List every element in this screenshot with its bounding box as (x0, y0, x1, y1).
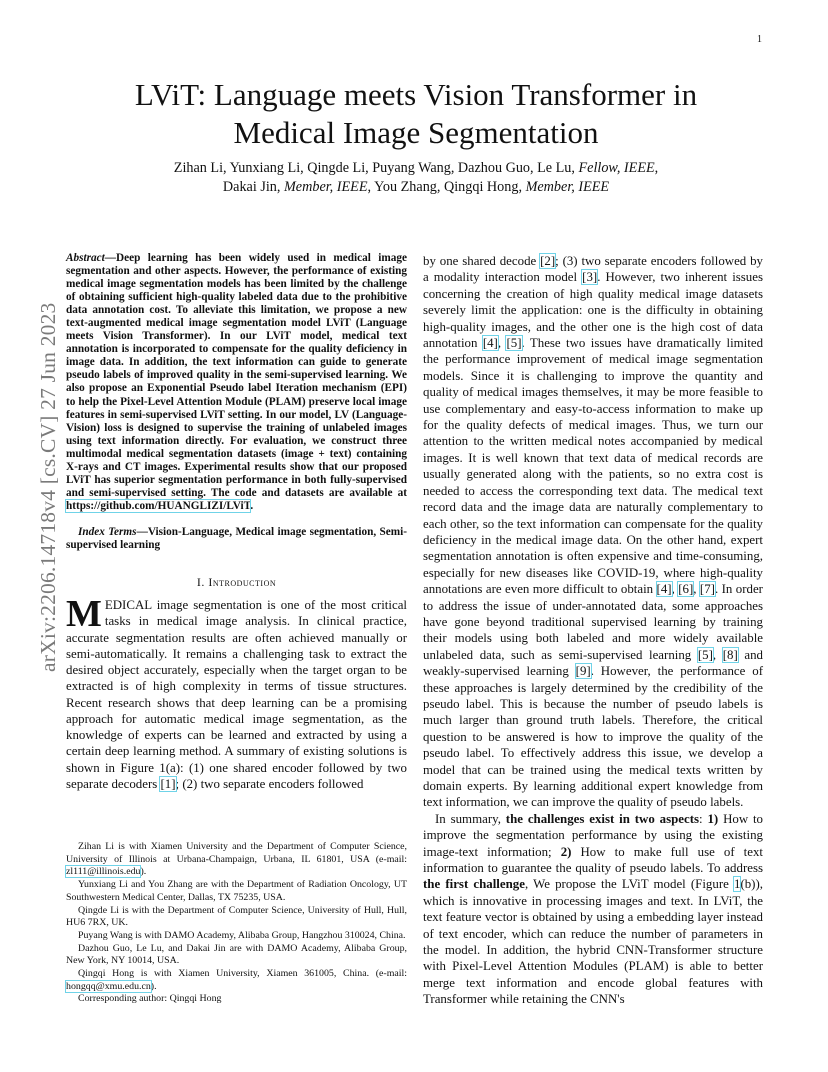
title-line-2: Medical Image Segmentation (233, 115, 599, 150)
footnote (66, 905, 407, 930)
citation-link[interactable]: [5] (506, 336, 522, 351)
citation-link[interactable]: [3] (582, 270, 598, 285)
footnote-text: Zihan Li is with Xiamen University and the Department of Computer Science, University of Illinois at Urbana-Champaign, Urbana, IL 61801, USA (e-mail: (66, 841, 407, 865)
body-text: : (699, 811, 708, 826)
footnote-text: ). (150, 980, 157, 992)
footnote (66, 993, 407, 1006)
body-text: . However, the performance of these approaches is largely determined by the credibility of the pseudo label. This is because the number of pseudo labels is much larger than ground truth labels. Therefore, the critical question to be answered is how to improve the quality of the pseudo label. To effectively address this issue, we develop a model that can be trained using the medical texts written by domain experts. By learning additional expert knowledge from text information, we can improve the quality of pseudo labels. (423, 664, 763, 810)
intro-text: EDICAL image segmentation is one of the most critical tasks in medical image analysis. In clinical practice, accurate segmentation results are often achieved manually or semi-automatically. It remains a challenging task to extract the desired object accurately, especially when the target organ to be extracted is of high complexity in terms of tissue structures. Recent research shows that deep learning can be a promising approach for automatic medical image segmentation, as the knowledge of experts can be learned and extracted by using a certain deep learning method. A summary of existing solutions is shown in Figure 1(a): (1) one shared encoder followed by two separate decoders (66, 598, 407, 791)
body-text: ; (3) two separate encoders followed by a modality interaction model (423, 254, 763, 285)
emphasis: 2) (560, 844, 572, 859)
author-list (66, 159, 766, 197)
emphasis: 1) (707, 811, 719, 826)
body-text: How to make full use of text information to guarantee the quality of pseudo labels. To address (423, 844, 763, 876)
footnote-text: ). (140, 866, 147, 878)
body-text: How to improve the segmentation performance by using the existing image-text information; (423, 811, 764, 859)
footnote (66, 968, 407, 993)
body-text: , (693, 582, 700, 597)
intro-paragraph (66, 593, 407, 792)
body-text: by one shared decode (423, 254, 541, 268)
figure-link[interactable]: 1 (733, 877, 741, 892)
footnote-text: Dazhou Guo, Le Lu, and Dakai Jin are with DAMO Academy, Alibaba Group, New York, NY 10014, USA. (66, 942, 407, 967)
footnote-text: Qingqi Hong is with Xiamen University, Xiamen 361005, China. (e-mail: (78, 968, 407, 980)
citation-link[interactable]: [8] (722, 647, 738, 662)
emphasis: the first challenge (423, 877, 525, 892)
citation-link[interactable]: [6] (678, 582, 694, 597)
footnote-text: Yunxiang Li and You Zhang are with the Department of Radiation Oncology, UT Southwestern Medical Center, Dallas, TX 75235, USA. (66, 879, 407, 903)
abstract (66, 252, 407, 513)
body-text: and weakly-supervised learning (423, 647, 763, 679)
footnotes (66, 841, 407, 1006)
body-text: (b)), which is innovative in processing images and text. In LViT, the text feature vector is obtained by using a embedding layer instead of text encoder, which can reduce the number of parameters in the model. In addition, the hybrid CNN-Transformer structure with Pixel-Level Attention Modules (PLAM) is able to better merge text information and encode global features with Transformer while retaining the CNN's (423, 877, 763, 1007)
footnote (66, 943, 407, 968)
body-text: . However, two inherent issues concerning the creation of high quality medical image datasets severely limit the application: one is the difficulty in obtaining high-quality images, and the other one is the high cost of data annotation (423, 270, 763, 351)
body-paragraph (423, 253, 763, 811)
page-number: 1 (757, 34, 762, 45)
body-text: . These two issues have dramatically limited the performance improvement of medical image segmentation models. Since it is challenging to improve the quantity and quality of medical images themselves, it may be more feasible to use complementary and easy-to-access information to make up for the quality defects of medical images. Thus, we turn our attention to the written medical notes accompanied by medical images. It is well known that text data of medical records are usually generated along with the patients, so no extra cost is needed to access the corresponding text data. The medical text record data and the image data are naturally complementary to each other, so the text information can compensate for the quality deficiency in the medical image data. On the other hand, expert segmentation annotation is often expensive and time-consuming, especially for new diseases like COVID-19, where high-quality annotations are even more difficult to obtain (423, 336, 764, 597)
footnote-text: Qingde Li is with the Department of Computer Science, University of Hull, Hull, HU6 7RX, UK. (66, 904, 407, 929)
footnote (66, 879, 407, 904)
body-text: , We propose the LViT model (Figure (524, 877, 734, 892)
section-heading: I. Introduction (196, 575, 277, 590)
code-link[interactable]: https://github.com/HUANGLIZI/LViT (66, 499, 251, 512)
footnote (66, 930, 407, 943)
footnote (66, 841, 407, 879)
abstract-text: —Deep learning has been widely used in medical image segmentation and other aspects. However, the performance of existing medical image segmentation models has been limited by the challenge of obtaining sufficient high-quality labeled data due to the prohibitive data annotation cost. To alleviate this limitation, we propose a new text-augmented medical image segmentation model LViT (Language meets Vision Transformer). In our LViT model, medical text annotation is incorporated to compensate for the quality deficiency in image data. In addition, the text information can guide to generate pseudo labels of improved quality in the semi-supervised learning. We also propose an Exponential Pseudo label Iteration mechanism (EPI) to help the Pixel-Level Attention Module (PLAM) preserve local image features in semi-supervised LViT setting. In our model, LV (Language-Vision) loss is designed to supervise the training of unlabeled images using text information directly. For evaluation, we construct three multimodal medical segmentation datasets (image + text) containing X-rays and CT images. Experimental results show that our proposed LViT has superior segmentation performance in both fully-supervised and semi-supervised setting. The code and datasets are available at (66, 252, 407, 499)
dropcap: M (66, 593, 102, 636)
body-text: , (497, 336, 507, 351)
index-terms (66, 526, 407, 552)
left-column (66, 252, 407, 792)
authors-line-1: Zihan Li, Yunxiang Li, Qingde Li, Puyang Wang, Dazhou Guo, Le Lu, Fellow, IEEE, (173, 160, 659, 176)
body-text: , (712, 647, 723, 662)
footnote-text: Corresponding author: Qingqi Hong (78, 993, 222, 1005)
citation-link[interactable]: [2] (540, 254, 556, 268)
index-terms-text: —Vision-Language, Medical image segmentation, Semi-supervised learning (66, 525, 407, 551)
body-text: . In order to address the issue of under-annotated data, some approaches have gone beyond traditional supervised learning by training their models using both labeled and more widely available unlabeled data, such as semi-supervised learning (423, 582, 763, 662)
citation-link[interactable]: [5] (697, 647, 713, 662)
body-text: , (671, 582, 679, 597)
abstract-lead: Abstract (66, 252, 105, 264)
citation-link[interactable]: [4] (656, 582, 672, 597)
intro-tail: ; (2) two separate encoders followed (175, 776, 364, 791)
email-link[interactable]: hongqq@xmu.edu.cn (66, 980, 151, 992)
citation-link[interactable]: [4] (482, 336, 498, 351)
title-line-1: LViT: Language meets Vision Transformer in (134, 77, 698, 112)
citation-link[interactable]: [9] (575, 664, 591, 679)
arxiv-side-stamp: arXiv:2206.14718v4 [cs.CV] 27 Jun 2023 (36, 302, 60, 672)
citation-link[interactable]: [7] (699, 582, 715, 597)
footnote-text: Puyang Wang is with DAMO Academy, Alibaba Group, Hangzhou 310024, China. (78, 929, 406, 941)
citation-link[interactable]: [1] (160, 776, 176, 791)
right-column (423, 253, 763, 1008)
body-text: In summary, (435, 811, 506, 826)
emphasis: the challenges exist in two aspects (505, 811, 700, 826)
index-terms-lead: Index Terms (78, 525, 137, 538)
abstract-end: . (250, 499, 254, 512)
email-link[interactable]: zl111@illinois.edu (66, 866, 141, 878)
body-paragraph (423, 811, 763, 1008)
authors-line-2: Dakai Jin, Member, IEEE, You Zhang, Qingqi Hong, Member, IEEE (222, 179, 610, 195)
paper-title (66, 76, 766, 152)
